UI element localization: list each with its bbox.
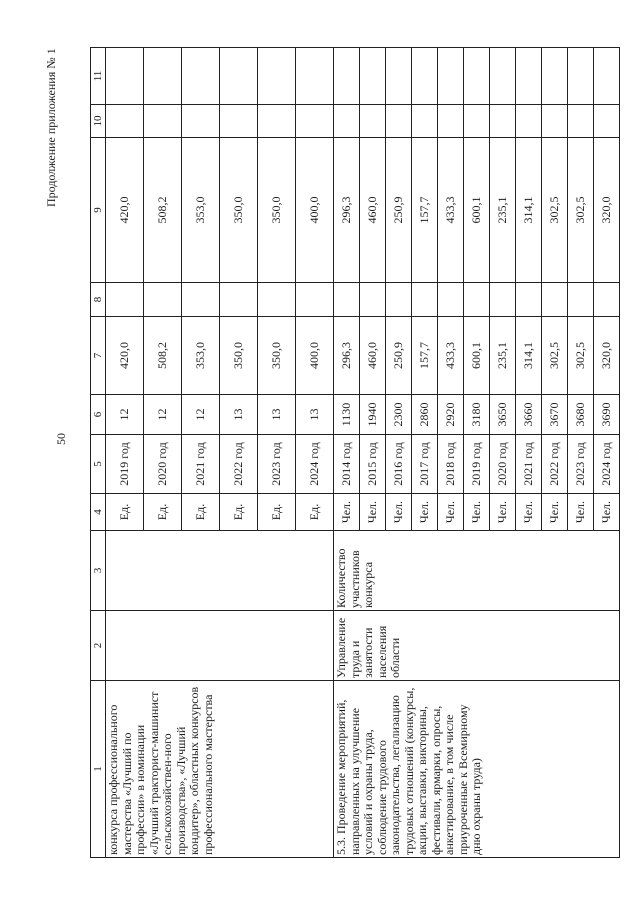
value-cell-7: 460,0: [360, 317, 386, 395]
value-cell-6: 3680: [568, 395, 594, 435]
value-cell-6: 2920: [438, 395, 464, 435]
empty-cell-10: [464, 105, 490, 138]
empty-cell-10: [490, 105, 516, 138]
value-cell-6: 3660: [516, 395, 542, 435]
table-row: [334, 48, 360, 858]
year-cell: 2019 год: [464, 435, 490, 494]
unit-cell: Чел.: [542, 494, 568, 531]
column-number-2: 2: [91, 611, 106, 681]
value-cell-9: 314,1: [516, 138, 542, 283]
empty-cell-11: [594, 48, 620, 105]
empty-cell-8: [360, 283, 386, 317]
value-cell-7: 320,0: [594, 317, 620, 395]
year-cell: 2014 год: [334, 435, 360, 494]
column-number-9: 9: [91, 138, 106, 283]
unit-cell: Чел.: [412, 494, 438, 531]
year-cell: 2022 год: [220, 435, 258, 494]
document-table-wrapper: [90, 48, 613, 858]
unit-cell: Ед.: [182, 494, 220, 531]
empty-cell-10: [360, 105, 386, 138]
empty-cell-8: [594, 283, 620, 317]
value-cell-6: 12: [182, 395, 220, 435]
value-cell-9: 157,7: [412, 138, 438, 283]
column-number-3: 3: [91, 531, 106, 611]
table-row: [106, 48, 144, 858]
empty-cell-8: [516, 283, 542, 317]
empty-cell-10: [296, 105, 334, 138]
column-number-1: 1: [91, 681, 106, 858]
executor-cell: Управление труда и занятости населения области: [334, 611, 620, 681]
empty-cell-8: [296, 283, 334, 317]
value-cell-6: 3670: [542, 395, 568, 435]
empty-cell-8: [542, 283, 568, 317]
empty-cell-10: [182, 105, 220, 138]
value-cell-6: 1130: [334, 395, 360, 435]
empty-cell-10: [334, 105, 360, 138]
indicator-cell: Количество участников конкурса: [334, 531, 620, 611]
year-cell: 2018 год: [438, 435, 464, 494]
empty-cell-10: [106, 105, 144, 138]
value-cell-7: 433,3: [438, 317, 464, 395]
year-cell: 2016 год: [386, 435, 412, 494]
empty-cell-10: [412, 105, 438, 138]
value-cell-7: 353,0: [182, 317, 220, 395]
empty-cell-10: [220, 105, 258, 138]
value-cell-6: 13: [258, 395, 296, 435]
value-cell-9: 400,0: [296, 138, 334, 283]
value-cell-7: 314,1: [516, 317, 542, 395]
value-cell-7: 235,1: [490, 317, 516, 395]
empty-cell-11: [568, 48, 594, 105]
measure-description-contest: конкурса профессионального мастерства «Лучший по профессии» в номинации «Лучший тракторист-машинист сельскохозяйствен-ного производства», «Лучший кондитер», областных конкурсов профессионального мастерства: [106, 681, 334, 858]
value-cell-9: 600,1: [464, 138, 490, 283]
value-cell-6: 12: [106, 395, 144, 435]
value-cell-9: 250,9: [386, 138, 412, 283]
value-cell-7: 302,5: [542, 317, 568, 395]
unit-cell: Чел.: [386, 494, 412, 531]
empty-cell-11: [386, 48, 412, 105]
empty-cell-8: [258, 283, 296, 317]
column-number-10: 10: [91, 105, 106, 138]
value-cell-7: 302,5: [568, 317, 594, 395]
value-cell-9: 420,0: [106, 138, 144, 283]
unit-cell: Чел.: [360, 494, 386, 531]
column-number-11: 11: [91, 48, 106, 105]
unit-cell: Чел.: [490, 494, 516, 531]
empty-cell-8: [182, 283, 220, 317]
column-number-7: 7: [91, 317, 106, 395]
year-cell: 2024 год: [594, 435, 620, 494]
empty-cell-8: [106, 283, 144, 317]
year-cell: 2021 год: [182, 435, 220, 494]
unit-cell: Ед.: [220, 494, 258, 531]
empty-cell-11: [542, 48, 568, 105]
empty-cell-11: [412, 48, 438, 105]
value-cell-6: 2300: [386, 395, 412, 435]
empty-cell-11: [334, 48, 360, 105]
year-cell: 2017 год: [412, 435, 438, 494]
value-cell-9: 460,0: [360, 138, 386, 283]
empty-cell-10: [594, 105, 620, 138]
unit-cell: Чел.: [438, 494, 464, 531]
empty-cell-11: [360, 48, 386, 105]
empty-cell-11: [490, 48, 516, 105]
measure-description-5-3: 5.3. Проведение мероприятий, направленных на улучшение условий и охраны труда, соблюдение трудового законодательства, легализацию трудовых отношений (конкурсы, акции, выставки, викторины, фестивали, ярмарки, опросы, анкетирование, в том числе приуроченные к Всемирному дню охраны труда): [334, 681, 620, 858]
unit-cell: Чел.: [594, 494, 620, 531]
value-cell-6: 2860: [412, 395, 438, 435]
year-cell: 2023 год: [258, 435, 296, 494]
column-number-6: 6: [91, 395, 106, 435]
empty-cell-8: [438, 283, 464, 317]
empty-cell-11: [220, 48, 258, 105]
unit-cell: Ед.: [106, 494, 144, 531]
appendix-label: Продолжение приложения № 1: [44, 48, 58, 207]
empty-cell-10: [258, 105, 296, 138]
value-cell-9: 350,0: [220, 138, 258, 283]
value-cell-9: 433,3: [438, 138, 464, 283]
year-cell: 2022 год: [542, 435, 568, 494]
year-cell: 2019 год: [106, 435, 144, 494]
value-cell-7: 296,3: [334, 317, 360, 395]
empty-cell-11: [296, 48, 334, 105]
value-cell-7: 350,0: [220, 317, 258, 395]
empty-cell-11: [182, 48, 220, 105]
page-number: 50: [54, 433, 68, 445]
value-cell-6: 1940: [360, 395, 386, 435]
empty-cell-10: [144, 105, 182, 138]
year-cell: 2023 год: [568, 435, 594, 494]
empty-cell-10: [438, 105, 464, 138]
empty-cell-10: [542, 105, 568, 138]
value-cell-6: 3690: [594, 395, 620, 435]
column-number-row: [91, 48, 106, 858]
value-cell-9: 508,2: [144, 138, 182, 283]
year-cell: 2021 год: [516, 435, 542, 494]
value-cell-7: 400,0: [296, 317, 334, 395]
unit-cell: Чел.: [464, 494, 490, 531]
table-body: [106, 48, 620, 858]
program-measures-table: [90, 47, 620, 858]
year-cell: 2024 год: [296, 435, 334, 494]
unit-cell: Чел.: [568, 494, 594, 531]
empty-cell-11: [258, 48, 296, 105]
value-cell-7: 420,0: [106, 317, 144, 395]
value-cell-7: 508,2: [144, 317, 182, 395]
value-cell-7: 250,9: [386, 317, 412, 395]
year-cell: 2020 год: [490, 435, 516, 494]
unit-cell: Ед.: [296, 494, 334, 531]
empty-cell-8: [568, 283, 594, 317]
empty-cell-11: [464, 48, 490, 105]
unit-cell: Ед.: [144, 494, 182, 531]
column-number-5: 5: [91, 435, 106, 494]
empty-cell-11: [106, 48, 144, 105]
value-cell-7: 600,1: [464, 317, 490, 395]
value-cell-9: 320,0: [594, 138, 620, 283]
value-cell-7: 157,7: [412, 317, 438, 395]
value-cell-9: 235,1: [490, 138, 516, 283]
empty-cell-8: [490, 283, 516, 317]
value-cell-9: 350,0: [258, 138, 296, 283]
unit-cell: Чел.: [334, 494, 360, 531]
empty-cell-8: [334, 283, 360, 317]
value-cell-9: 353,0: [182, 138, 220, 283]
year-cell: 2020 год: [144, 435, 182, 494]
value-cell-6: 12: [144, 395, 182, 435]
value-cell-9: 302,5: [568, 138, 594, 283]
empty-cell-11: [516, 48, 542, 105]
value-cell-9: 302,5: [542, 138, 568, 283]
column-number-4: 4: [91, 494, 106, 531]
empty-cell-8: [386, 283, 412, 317]
value-cell-7: 350,0: [258, 317, 296, 395]
value-cell-6: 13: [296, 395, 334, 435]
empty-cell-10: [516, 105, 542, 138]
value-cell-6: 3650: [490, 395, 516, 435]
empty-cell-11: [438, 48, 464, 105]
column-number-8: 8: [91, 283, 106, 317]
empty-cell-8: [464, 283, 490, 317]
empty-cell-10: [568, 105, 594, 138]
indicator-cell: [106, 531, 334, 611]
empty-cell-8: [144, 283, 182, 317]
value-cell-6: 13: [220, 395, 258, 435]
year-cell: 2015 год: [360, 435, 386, 494]
unit-cell: Ед.: [258, 494, 296, 531]
empty-cell-8: [412, 283, 438, 317]
unit-cell: Чел.: [516, 494, 542, 531]
empty-cell-10: [386, 105, 412, 138]
executor-cell: [106, 611, 334, 681]
value-cell-9: 296,3: [334, 138, 360, 283]
empty-cell-8: [220, 283, 258, 317]
empty-cell-11: [144, 48, 182, 105]
value-cell-6: 3180: [464, 395, 490, 435]
